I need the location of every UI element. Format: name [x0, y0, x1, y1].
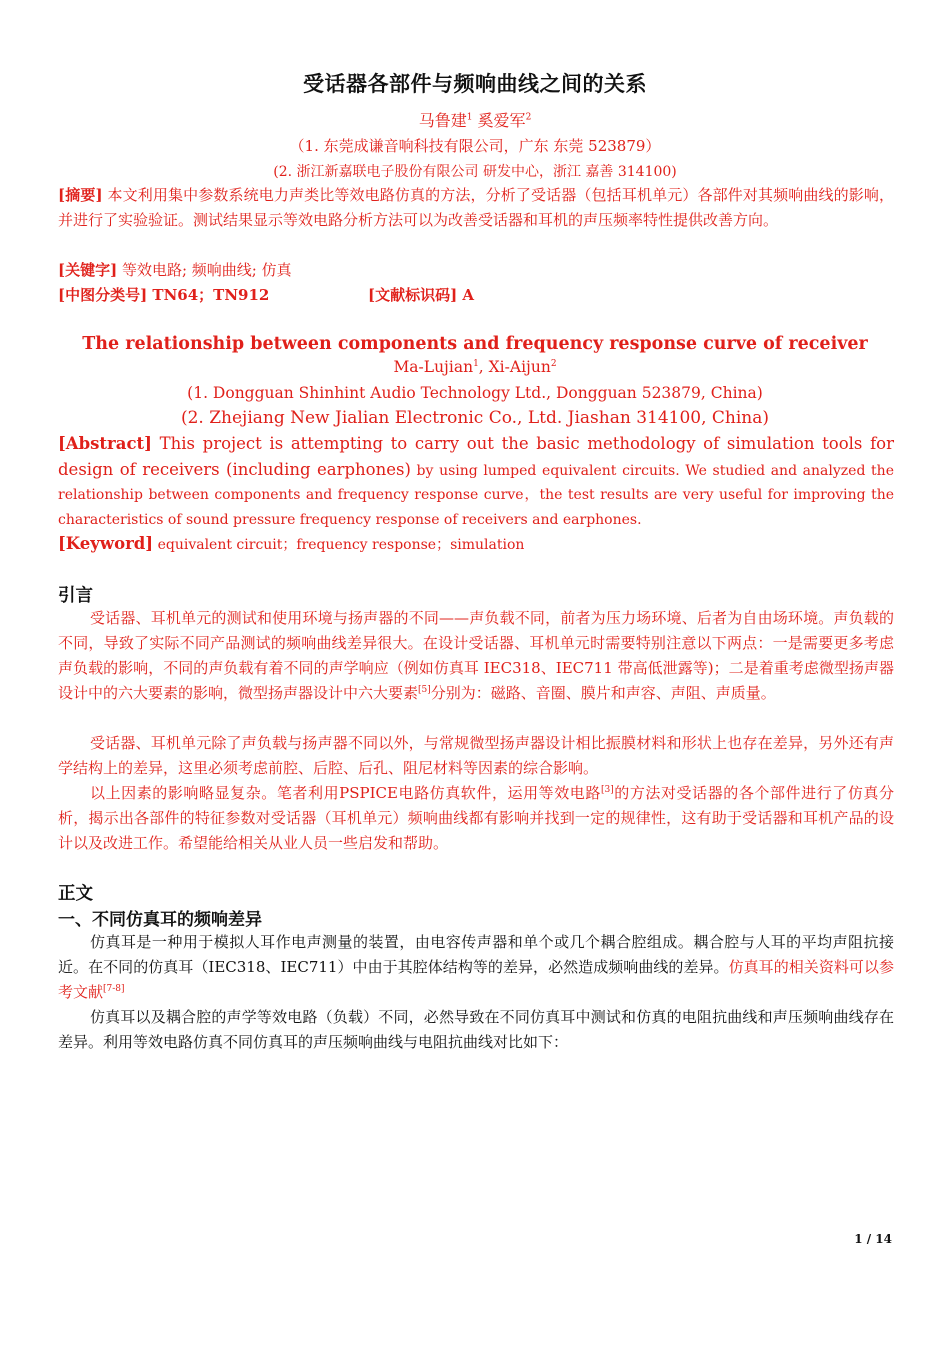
keywords-chinese-text: 等效电路; 频响曲线; 仿真	[117, 261, 292, 279]
page-number: 1 / 14	[854, 1232, 892, 1246]
keywords-english	[58, 531, 894, 558]
sec1-p1-black: 仿真耳是一种用于模拟人耳作电声测量的装置，由电容传声器和单个或几个耦合腔组成。耦合腔与人耳的平均声阻抗接近。在不同的仿真耳（IEC318、IEC711）中由于其腔体结构等的差异，必然造成频响曲线的差异。	[58, 933, 894, 976]
intro-p3-text-a: 以上因素的影响略显复杂。笔者利用PSPICE电路仿真软件，运用等效电路	[90, 784, 601, 802]
authors-chinese	[0, 108, 950, 131]
intro-paragraph-3	[58, 781, 894, 856]
keywords-english-label: [Keyword]	[58, 534, 154, 553]
keywords-chinese	[58, 258, 894, 283]
author-en-2-sup: 2	[550, 358, 557, 369]
keywords-chinese-label: [关键字]	[58, 261, 118, 279]
intro-p1-ref: [5]	[418, 685, 431, 695]
author-en-2: , Xi-Aijun	[478, 358, 551, 376]
keywords-english-text: equivalent circuit；frequency response；simulation	[153, 537, 525, 553]
author-2-sup: 2	[525, 112, 532, 123]
section-1-paragraph-2: 仿真耳以及耦合腔的声学等效电路（负载）不同，必然导致在不同仿真耳中测试和仿真的电阻抗曲线和声压频响曲线存在差异。利用等效电路仿真不同仿真耳的声压频响曲线与电阻抗曲线对比如下：	[58, 1008, 894, 1051]
body-heading: 正文	[58, 884, 93, 904]
intro-p3-text-b: 的方法对受话器的各个部件进行了仿真分析，揭示出各部件的特征参数对受话器（耳机单元）频响曲线都有影响并找到一定的规律性，这有助于受话器和耳机产品的设计以及改进工作。希望能给相关从业人员一些启发和帮助。	[58, 784, 894, 852]
abstract-chinese-text: 本文利用集中参数系统电力声类比等效电路仿真的方法，分析了受话器（包括耳机单元）各部件对其频响曲线的影响，并进行了实验验证。测试结果显示等效电路分析方法可以为改善受话器和耳机的声压频率特性提供改善方向。	[58, 186, 894, 229]
affiliation-2-english: (2. Zhejiang New Jialian Electronic Co., Ltd. Jiashan 314100, China)	[180, 408, 770, 428]
intro-p1-text: 受话器、耳机单元的测试和使用环境与扬声器的不同——声负载不同，前者为压力场环境、后者为自由场环境。声负载的不同，导致了实际不同产品测试的频响曲线差异很大。在设计受话器、耳机单元时需要特别注意以下两点：一是需要更多考虑声负载的影响，不同的声负载有着不同的声学响应（例如仿真耳 IEC318、IEC711 带高低泄露等)；二是着重考虑微型扬声器设计中的六大要素的影响，微型扬声器设计中六大要素	[58, 609, 894, 702]
section-1-paragraph-1	[58, 930, 894, 1005]
intro-p1-end: 分别为：磁路、音圈、膜片和声容、声阻、声质量。	[430, 684, 776, 702]
affiliation-1-english: (1. Dongguan Shinhint Audio Technology Ltd., Dongguan 523879, China)	[187, 384, 763, 402]
affiliation-1-chinese: （1. 东莞成谦音响科技有限公司，广东 东莞 523879）	[289, 137, 661, 155]
intro-paragraph-1	[58, 606, 894, 706]
abstract-english-label: [Abstract]	[58, 434, 152, 453]
clc-number: [中图分类号] TN64；TN912	[58, 286, 270, 304]
author-1: 马鲁建	[418, 111, 467, 130]
author-en-1: Ma-Lujian	[393, 358, 474, 376]
intro-heading: 引言	[58, 586, 93, 606]
author-2: 奚爱军	[477, 111, 526, 130]
section-1-heading: 一、不同仿真耳的频响差异	[58, 910, 262, 930]
authors-english	[0, 358, 950, 376]
sec1-p1-ref: [7-8]	[103, 984, 125, 994]
author-1-sup: 1	[466, 112, 473, 123]
title-chinese: 受话器各部件与频响曲线之间的关系	[303, 71, 647, 96]
author-en-1-sup: 1	[473, 358, 479, 369]
abstract-english-part1: This project is attempting to carry out the basic methodology of simulation tools for design of receivers (including earphones)	[58, 434, 894, 479]
abstract-english-part2: by using lumped equivalent circuits. We studied and analyzed the relationship between components and frequency response curve，the test results are very useful for improving the characteristics of sound pressure frequency response of receivers and earphones.	[58, 462, 894, 528]
abstract-chinese	[58, 183, 894, 233]
affiliation-2-chinese: (2. 浙江新嘉联电子股份有限公司 研发中心，浙江 嘉善 314100)	[273, 164, 677, 180]
abstract-chinese-label: [摘要]	[58, 186, 103, 204]
abstract-english	[58, 432, 894, 532]
document-id-code: [文献标识码] A	[368, 286, 475, 304]
intro-p3-ref: [3]	[600, 785, 614, 795]
title-english: The relationship between components and frequency response curve of receiver	[82, 334, 868, 354]
intro-paragraph-2: 受话器、耳机单元除了声负载与扬声器不同以外，与常规微型扬声器设计相比振膜材料和形状上也存在差异，另外还有声学结构上的差异，这里必须考虑前腔、后腔、后孔、阻尼材料等因素的综合影响。	[58, 734, 894, 777]
sec1-p1-red: 仿真耳的相关资料可以参考文献	[58, 958, 894, 1001]
classification-line	[58, 283, 894, 308]
